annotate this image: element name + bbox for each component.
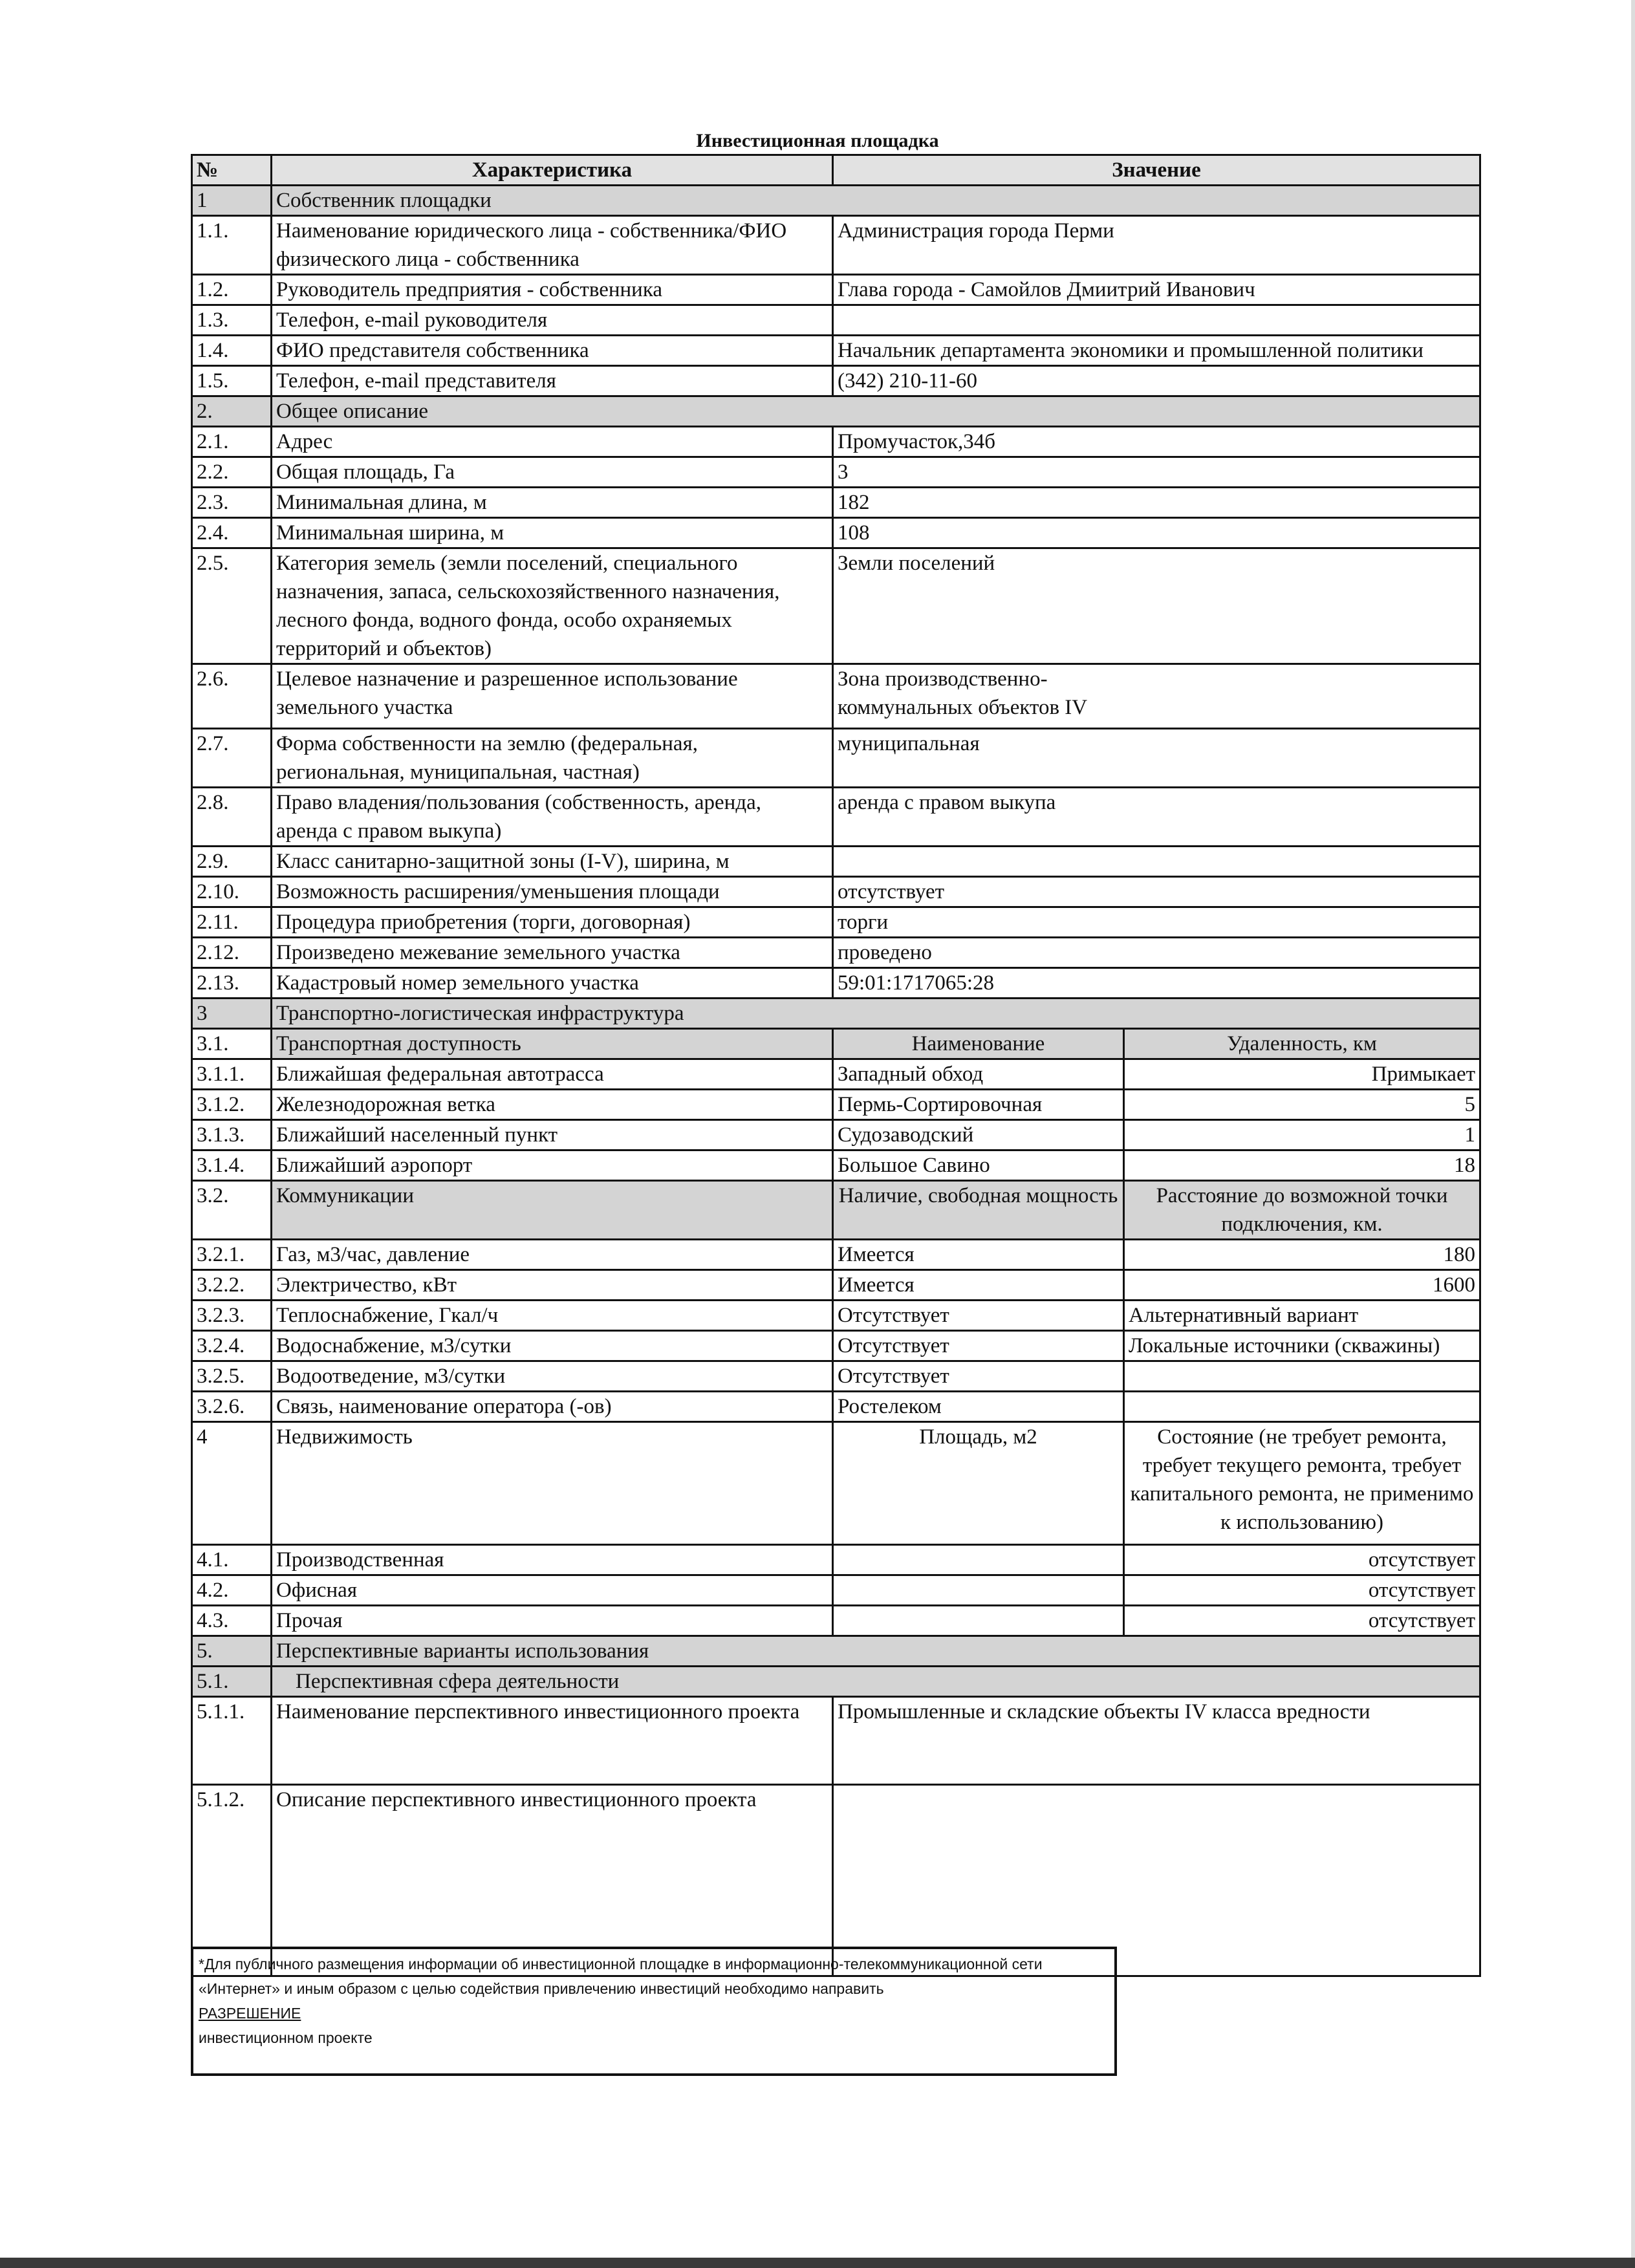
- row-value-a: [833, 1575, 1124, 1606]
- row-num: 2.10.: [192, 877, 272, 907]
- row-num: 2.4.: [192, 518, 272, 548]
- row-num: 5.1.2.: [192, 1785, 272, 1976]
- table-row: [192, 1545, 1480, 1575]
- row-value: отсутствует: [833, 877, 1480, 907]
- section-label: Перспективная сфера деятельности: [272, 1667, 1480, 1697]
- row-num: 3.2.6.: [192, 1392, 272, 1422]
- table-row: [192, 1120, 1480, 1150]
- row-num: 3.2.2.: [192, 1270, 272, 1301]
- col-header-a: Наименование: [833, 1029, 1124, 1059]
- investment-site-table: [191, 154, 1481, 1977]
- row-num: 3.1.3.: [192, 1120, 272, 1150]
- row-value: Глава города - Самойлов Дмиитрий Иванович: [833, 275, 1480, 305]
- row-value-b: 180: [1124, 1240, 1480, 1270]
- table-row: [192, 664, 1480, 729]
- row-value-a: Ростелеком: [833, 1392, 1124, 1422]
- table-row: [192, 1090, 1480, 1120]
- table-row: [192, 1059, 1480, 1090]
- row-label: Наименование перспективного инвестиционного проекта: [272, 1697, 833, 1785]
- table-row: [192, 1606, 1480, 1636]
- row-label: Ближайшая федеральная автотрасса: [272, 1059, 833, 1090]
- row-num: 2.8.: [192, 788, 272, 847]
- row-value-b: [1124, 1392, 1480, 1422]
- row-value-a: [833, 1545, 1124, 1575]
- row-value: аренда с правом выкупа: [833, 788, 1480, 847]
- row-value: Промышленные и складские объекты IV класса вредности: [833, 1697, 1480, 1785]
- col-header-a: Площадь, м2: [833, 1422, 1124, 1545]
- footnote-tail: инвестиционном проекте: [199, 2029, 373, 2046]
- section-label: Собственник площадки: [272, 186, 1480, 216]
- table-row: [192, 518, 1480, 548]
- row-value-b: Локальные источники (скважины): [1124, 1331, 1480, 1361]
- subheader-row: [192, 1029, 1480, 1059]
- row-num: 3: [192, 999, 272, 1029]
- header-num: №: [192, 155, 272, 186]
- row-num: 3.1.4.: [192, 1150, 272, 1181]
- table-row: [192, 216, 1480, 275]
- row-value: проведено: [833, 938, 1480, 968]
- row-label: Возможность расширения/уменьшения площади: [272, 877, 833, 907]
- section-label: Транспортно-логистическая инфраструктура: [272, 999, 1480, 1029]
- scan-bottom-bar: [0, 2258, 1635, 2268]
- table-row: [192, 336, 1480, 366]
- row-num: 2.1.: [192, 427, 272, 457]
- table-row: [192, 788, 1480, 847]
- row-num: 2.2.: [192, 457, 272, 488]
- row-value-a: [833, 1606, 1124, 1636]
- row-num: 3.2.: [192, 1181, 272, 1240]
- section-row-5: [192, 1636, 1480, 1667]
- row-label: Класс санитарно-защитной зоны (I-V), ширина, м: [272, 847, 833, 877]
- row-value: Земли поселений: [833, 548, 1480, 664]
- table-row: [192, 1150, 1480, 1181]
- row-value-a: Судозаводский: [833, 1120, 1124, 1150]
- row-num: 5.1.1.: [192, 1697, 272, 1785]
- row-label: Телефон, e-mail руководителя: [272, 305, 833, 336]
- row-label: ФИО представителя собственника: [272, 336, 833, 366]
- section-label: Недвижимость: [272, 1422, 833, 1545]
- row-label: Минимальная длина, м: [272, 488, 833, 518]
- row-value: Администрация города Перми: [833, 216, 1480, 275]
- table-row: [192, 968, 1480, 999]
- table-row: [192, 1575, 1480, 1606]
- row-value-a: Западный обход: [833, 1059, 1124, 1090]
- row-label: Право владения/пользования (собственность, аренда, аренда с правом выкупа): [272, 788, 833, 847]
- row-num: 4.2.: [192, 1575, 272, 1606]
- row-num: 2.5.: [192, 548, 272, 664]
- row-value-b: Примыкает: [1124, 1059, 1480, 1090]
- table-row: [192, 729, 1480, 788]
- table-row: [192, 427, 1480, 457]
- row-label: Связь, наименование оператора (-ов): [272, 1392, 833, 1422]
- row-num: 3.1.2.: [192, 1090, 272, 1120]
- row-value-b: 18: [1124, 1150, 1480, 1181]
- document-title: Инвестиционная площадка: [696, 130, 939, 151]
- row-label: Газ, м3/час, давление: [272, 1240, 833, 1270]
- row-value-a: Имеется: [833, 1270, 1124, 1301]
- row-label: Транспортная доступность: [272, 1029, 833, 1059]
- row-value-a: Большое Савино: [833, 1150, 1124, 1181]
- row-num: 3.2.4.: [192, 1331, 272, 1361]
- row-num: 2.3.: [192, 488, 272, 518]
- row-num: 2.7.: [192, 729, 272, 788]
- row-value: 182: [833, 488, 1480, 518]
- section-label: Перспективные варианты использования: [272, 1636, 1480, 1667]
- row-num: 1.1.: [192, 216, 272, 275]
- row-num: 2.9.: [192, 847, 272, 877]
- row-label: Форма собственности на землю (федеральная, региональная, муниципальная, частная): [272, 729, 833, 788]
- table-row: [192, 548, 1480, 664]
- table-row: [192, 1392, 1480, 1422]
- col-header-b: Состояние (не требует ремонта, требует текущего ремонта, требует капитального ремонта, не применимо к использованию): [1124, 1422, 1480, 1545]
- table-row: [192, 1301, 1480, 1331]
- row-label: Телефон, e-mail представителя: [272, 366, 833, 396]
- row-num: 2.12.: [192, 938, 272, 968]
- scan-edge: [1631, 0, 1635, 2268]
- row-value-b: [1124, 1361, 1480, 1392]
- subheader-row: [192, 1181, 1480, 1240]
- col-header-b: Удаленность, км: [1124, 1029, 1480, 1059]
- section-row-4: [192, 1422, 1480, 1545]
- row-value-a: Отсутствует: [833, 1331, 1124, 1361]
- row-value: [833, 847, 1480, 877]
- row-num: 3.1.1.: [192, 1059, 272, 1090]
- table-row: [192, 366, 1480, 396]
- row-label: Водоснабжение, м3/сутки: [272, 1331, 833, 1361]
- row-label: Электричество, кВт: [272, 1270, 833, 1301]
- row-num: 3.1.: [192, 1029, 272, 1059]
- row-value-a: Отсутствует: [833, 1361, 1124, 1392]
- table-row: [192, 305, 1480, 336]
- row-value: 59:01:1717065:28: [833, 968, 1480, 999]
- header-value: Значение: [833, 155, 1480, 186]
- table-row: [192, 847, 1480, 877]
- row-label: Описание перспективного инвестиционного проекта: [272, 1785, 833, 1976]
- row-label: Руководитель предприятия - собственника: [272, 275, 833, 305]
- section-label: Общее описание: [272, 396, 1480, 427]
- section-row-3: [192, 999, 1480, 1029]
- subsection-row: [192, 1667, 1480, 1697]
- row-num: 5.1.: [192, 1667, 272, 1697]
- row-value: Зона производственно-коммунальных объектов IV: [833, 664, 1480, 729]
- table-row: [192, 275, 1480, 305]
- table-row: [192, 457, 1480, 488]
- permission-link[interactable]: РАЗРЕШЕНИЕ: [199, 2005, 301, 2022]
- table-row: [192, 877, 1480, 907]
- row-value: [833, 305, 1480, 336]
- row-label: Производственная: [272, 1545, 833, 1575]
- row-label: Категория земель (земли поселений, специального назначения, запаса, сельскохозяйственного назначения, лесного фонда, водного фонда, особо охраняемых территорий и объектов): [272, 548, 833, 664]
- row-num: 1.2.: [192, 275, 272, 305]
- row-value: 3: [833, 457, 1480, 488]
- row-value-b: отсутствует: [1124, 1606, 1480, 1636]
- row-label: Адрес: [272, 427, 833, 457]
- table-header-row: [192, 155, 1480, 186]
- table-row: [192, 1361, 1480, 1392]
- row-label: Кадастровый номер земельного участка: [272, 968, 833, 999]
- row-value-b: отсутствует: [1124, 1575, 1480, 1606]
- row-num: 2.13.: [192, 968, 272, 999]
- row-num: 4.3.: [192, 1606, 272, 1636]
- row-label: Общая площадь, Га: [272, 457, 833, 488]
- row-num: 1.5.: [192, 366, 272, 396]
- row-value: Начальник департамента экономики и промышленной политики: [833, 336, 1480, 366]
- header-characteristic: Характеристика: [272, 155, 833, 186]
- row-value: торги: [833, 907, 1480, 938]
- row-num: 3.2.3.: [192, 1301, 272, 1331]
- row-value: (342) 210-11-60: [833, 366, 1480, 396]
- footnote-text: *Для публичного размещения информации об инвестиционной площадке в информационно-телекоммуникационной сети «Интернет» и иным образом с целью содействия привлечению инвестиций необходимо направить: [199, 1956, 1043, 1997]
- row-value-b: 1: [1124, 1120, 1480, 1150]
- row-label: Наименование юридического лица - собственника/ФИО физического лица - собственника: [272, 216, 833, 275]
- row-label: Целевое назначение и разрешенное использование земельного участка: [272, 664, 833, 729]
- table-row: [192, 1331, 1480, 1361]
- row-value: Промучасток,34б: [833, 427, 1480, 457]
- row-num: 4.1.: [192, 1545, 272, 1575]
- table-row: [192, 1240, 1480, 1270]
- col-header-a: Наличие, свободная мощность: [833, 1181, 1124, 1240]
- row-label: Произведено межевание земельного участка: [272, 938, 833, 968]
- row-label: Коммуникации: [272, 1181, 833, 1240]
- row-value-b: 1600: [1124, 1270, 1480, 1301]
- section-row-1: [192, 186, 1480, 216]
- table-row: [192, 1270, 1480, 1301]
- row-num: 2.11.: [192, 907, 272, 938]
- table-row: [192, 1697, 1480, 1785]
- row-label: Прочая: [272, 1606, 833, 1636]
- footnote-box: [191, 1947, 1117, 2076]
- row-num: 3.2.1.: [192, 1240, 272, 1270]
- row-num: 1.4.: [192, 336, 272, 366]
- table-row: [192, 907, 1480, 938]
- table-row: [192, 938, 1480, 968]
- row-label: Минимальная ширина, м: [272, 518, 833, 548]
- col-header-b: Расстояние до возможной точки подключения, км.: [1124, 1181, 1480, 1240]
- row-value-b: 5: [1124, 1090, 1480, 1120]
- row-num: 5.: [192, 1636, 272, 1667]
- row-label: Теплоснабжение, Гкал/ч: [272, 1301, 833, 1331]
- row-num: 1: [192, 186, 272, 216]
- table-row: [192, 488, 1480, 518]
- section-row-2: [192, 396, 1480, 427]
- row-label: Железнодорожная ветка: [272, 1090, 833, 1120]
- row-value-a: Имеется: [833, 1240, 1124, 1270]
- row-num: 1.3.: [192, 305, 272, 336]
- row-value: 108: [833, 518, 1480, 548]
- row-value-a: Пермь-Сортировочная: [833, 1090, 1124, 1120]
- row-num: 2.6.: [192, 664, 272, 729]
- row-label: Процедура приобретения (торги, договорная): [272, 907, 833, 938]
- row-label: Ближайший аэропорт: [272, 1150, 833, 1181]
- row-value-a: Отсутствует: [833, 1301, 1124, 1331]
- row-value: муниципальная: [833, 729, 1480, 788]
- row-num: 4: [192, 1422, 272, 1545]
- row-num: 2.: [192, 396, 272, 427]
- row-label: Ближайший населенный пункт: [272, 1120, 833, 1150]
- row-value-b: Альтернативный вариант: [1124, 1301, 1480, 1331]
- row-label: Водоотведение, м3/сутки: [272, 1361, 833, 1392]
- row-value-b: отсутствует: [1124, 1545, 1480, 1575]
- row-label: Офисная: [272, 1575, 833, 1606]
- row-num: 3.2.5.: [192, 1361, 272, 1392]
